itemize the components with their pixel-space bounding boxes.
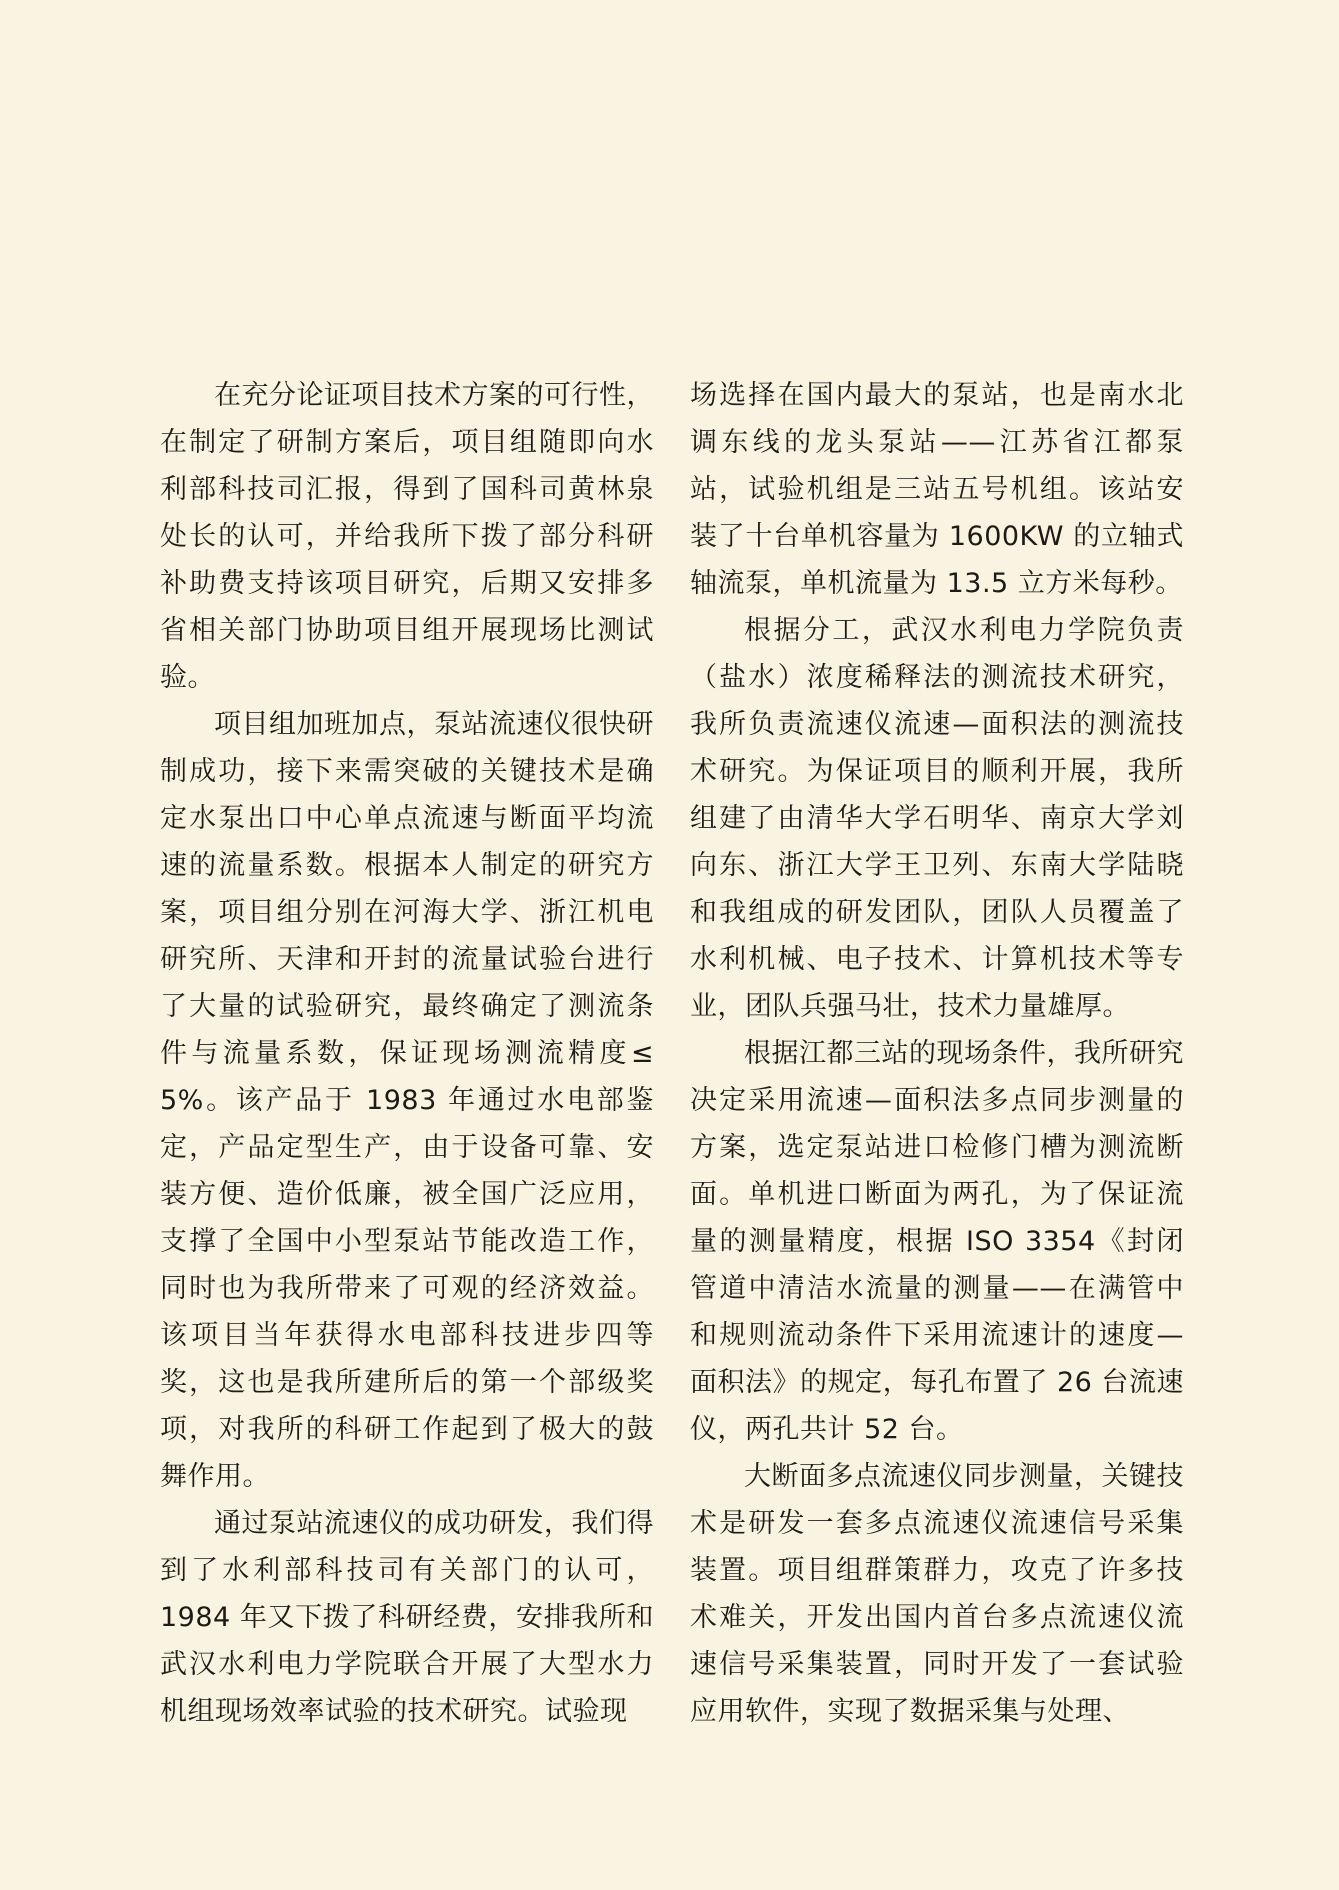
paragraph: 项目组加班加点，泵站流速仪很快研制成功，接下来需突破的关键技术是确定水泵出口中心单点流速与断面平均流速的流量系数。根据本人制定的研究方案，项目组分别在河海大学、浙江机电研究所、天津和开封的流量试验台进行了大量的试验研究，最终确定了测流条件与流量系数，保证现场测流精度≤ 5%。该产品于 1983 年通过水电部鉴定，产品定型生产，由于设备可靠、安装方便、造价低廉，被全国广泛应用，支撑了全国中小型泵站节能改造工作，同时也为我所带来了可观的经济效益。该项目当年获得水电部科技进步四等奖，这也是我所建所后的第一个部级奖项，对我所的科研工作起到了极大的鼓舞作用。 bbox=[160, 709, 654, 1492]
right-column bbox=[690, 372, 1184, 1735]
paragraph-continued: 场选择在国内最大的泵站，也是南水北调东线的龙头泵站——江苏省江都泵站，试验机组是三站五号机组。该站安装了十台单机容量为 1600KW 的立轴式轴流泵，单机流量为 13.5 立方米每秒。 bbox=[690, 380, 1184, 599]
paragraph: 大断面多点流速仪同步测量，关键技术是研发一套多点流速仪流速信号采集装置。项目组群策群力，攻克了许多技术难关，开发出国内首台多点流速仪流速信号采集装置，同时开发了一套试验应用软件，实现了数据采集与处理、 bbox=[690, 1461, 1184, 1727]
paragraph: 通过泵站流速仪的成功研发，我们得到了水利部科技司有关部门的认可，1984 年又下拨了科研经费，安排我所和武汉水利电力学院联合开展了大型水力机组现场效率试验的技术研究。试验现 bbox=[160, 1508, 654, 1727]
left-column bbox=[160, 372, 654, 1735]
paragraph: 根据江都三站的现场条件，我所研究决定采用流速—面积法多点同步测量的方案，选定泵站进口检修门槽为测流断面。单机进口断面为两孔，为了保证流量的测量精度，根据 ISO 3354《封闭管道中清洁水流量的测量——在满管中和规则流动条件下采用流速计的速度—面积法》的规定，每孔布置了 26 台流速仪，两孔共计 52 台。 bbox=[690, 1038, 1184, 1445]
paragraph: 根据分工，武汉水利电力学院负责（盐水）浓度稀释法的测流技术研究，我所负责流速仪流速—面积法的测流技术研究。为保证项目的顺利开展，我所组建了由清华大学石明华、南京大学刘向东、浙江大学王卫列、东南大学陆晓和我组成的研发团队，团队人员覆盖了水利机械、电子技术、计算机技术等专业，团队兵强马壮，技术力量雄厚。 bbox=[690, 615, 1184, 1022]
paragraph: 在充分论证项目技术方案的可行性，在制定了研制方案后，项目组随即向水利部科技司汇报，得到了国科司黄林泉处长的认可，并给我所下拨了部分科研补助费支持该项目研究，后期又安排多省相关部门协助项目组开展现场比测试验。 bbox=[160, 380, 654, 693]
